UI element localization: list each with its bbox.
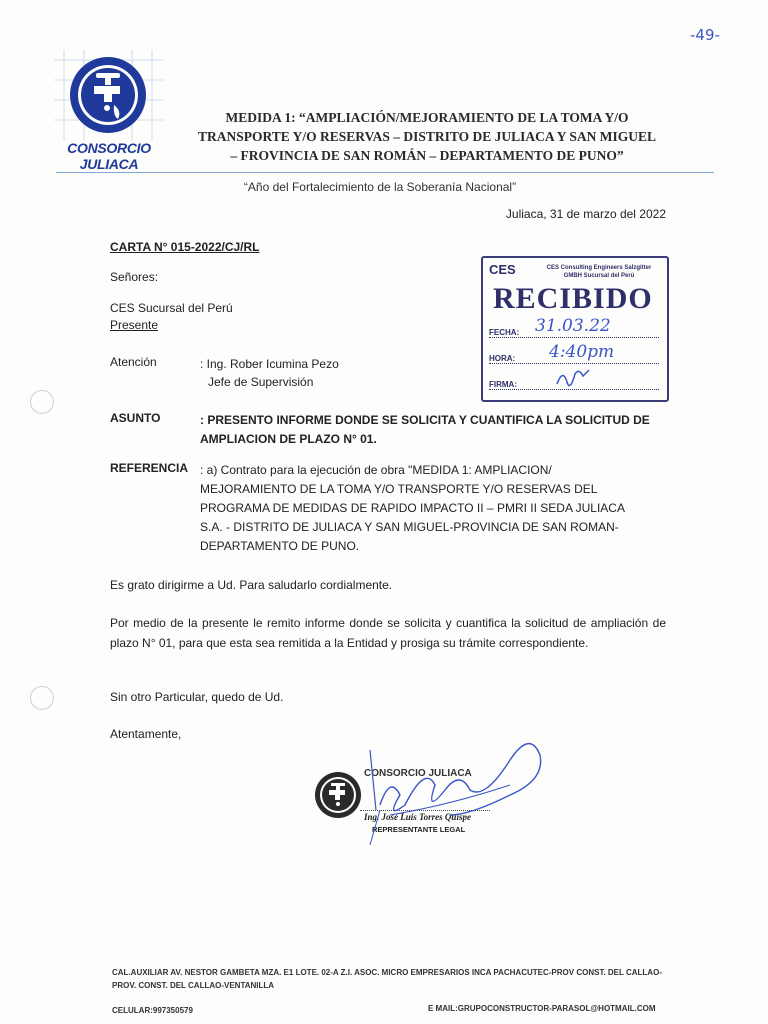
logo-name: CONSORCIO JULIACA [67,140,151,172]
dateline: Juliaca, 31 de marzo del 2022 [505,207,666,221]
received-stamp [481,256,669,402]
stamp-organization: CES Consulting Engineers Salzgitter GMBH Sucursal del Perú [546,265,652,279]
atencion-line: Jefe de Supervisión [208,375,314,389]
asunto-line: AMPLIACION DE PLAZO N° 01. [200,432,377,446]
footer-phone: CELULAR:997350579 [112,1006,193,1015]
header-title-line: – FROVINCIA DE SAN ROMÁN – DEPARTAMENTO DE PUNO” [230,148,624,163]
stamp-received-word: RECIBIDO [493,282,653,315]
atencion-label: Atención [110,355,157,369]
header-title-line: TRANSPORTE Y/O RESERVAS – DISTRITO DE JULIACA Y SAN MIGUEL [197,129,657,144]
referencia-label: REFERENCIA [110,461,189,475]
sign-off: Atentamente, [110,727,182,741]
stamp-initials [553,366,593,392]
punch-hole [30,686,54,710]
referencia-line: S.A. - DISTRITO DE JULIACA Y SAN MIGUEL-PROVINCIA DE SAN ROMAN- [200,520,619,534]
asunto-label: ASUNTO [110,411,161,425]
page-number: -49- [690,26,720,44]
asunto-value [200,411,668,449]
footer-address: CAL.AUXILIAR AV. NESTOR GAMBETA MZA. E1 LOTE. 02-A Z.I. ASOC. MICRO EMPRESARIOS INCA PACHACUTEC-PROV CONST. DEL CALLAO-PROV. CONST. DEL CALLAO-VENTANILLA [112,968,662,990]
referencia-line: MEJORAMIENTO DE LA TOMA Y/O TRANSPORTE Y/O RESERVAS DEL [200,482,598,496]
atencion-value [200,355,339,391]
stamp-fecha-label: FECHA: [489,328,659,338]
handwritten-signature [350,735,550,855]
referencia-line: PROGRAMA DE MEDIDAS DE RAPIDO IMPACTO II – PMRI II SEDA JULIACA [200,501,625,515]
salutation: Señores: [110,270,159,284]
closing-line: Sin otro Particular, quedo de Ud. [110,690,284,704]
stamp-fecha-value: 31.03.22 [535,316,611,336]
presente-label: Presente [110,318,159,332]
header-divider [56,172,714,173]
referencia-value [200,461,662,556]
atencion-line: : Ing. Rober Icumina Pezo [200,357,339,371]
referencia-line: : a) Contrato para la ejecución de obra "MEDIDA 1: AMPLIACION/ [200,463,552,477]
footer-email: E MAIL:GRUPOCONSTRUCTOR-PARASOL@HOTMAIL.COM [428,1004,656,1013]
recipient-block [110,300,233,334]
referencia-line: DEPARTAMENTO DE PUNO. [200,539,360,553]
body-paragraph: Es grato dirigirme a Ud. Para saludarlo cordialmente. [110,578,393,592]
recipient-name: CES Sucursal del Perú [110,301,233,315]
stamp-firma-label: FIRMA: [489,380,659,390]
stamp-hora-value: 4:40pm [549,342,615,362]
stamp-hora-label: HORA: [489,354,659,364]
year-motto: “Año del Fortalecimiento de la Soberanía Nacional” [243,180,517,194]
punch-hole [30,390,54,414]
signature-org: CONSORCIO JULIACA [364,768,472,779]
signatory-name: Ing. José Luis Torres Quispe [364,812,471,822]
asunto-line: : PRESENTO INFORME DONDE SE SOLICITA Y CUANTIFICA LA SOLICITUD DE [200,413,650,427]
document-header-title [182,108,672,165]
stamp-logo-text: CES [489,262,516,277]
body-paragraph: Por medio de la presente le remito informe donde se solicita y cuantifica la solicitud de ampliación de plazo N° 01, para que esta sea remitida a la Entidad y prosiga su trámite correspondiente. [110,616,666,650]
header-title-line: MEDIDA 1: “AMPLIACIÓN/MEJORAMIENTO DE LA TOMA Y/O [225,110,629,125]
signatory-role: REPRESENTANTE LEGAL [372,825,466,834]
letter-number: CARTA N° 015-2022/CJ/RL [110,240,260,254]
